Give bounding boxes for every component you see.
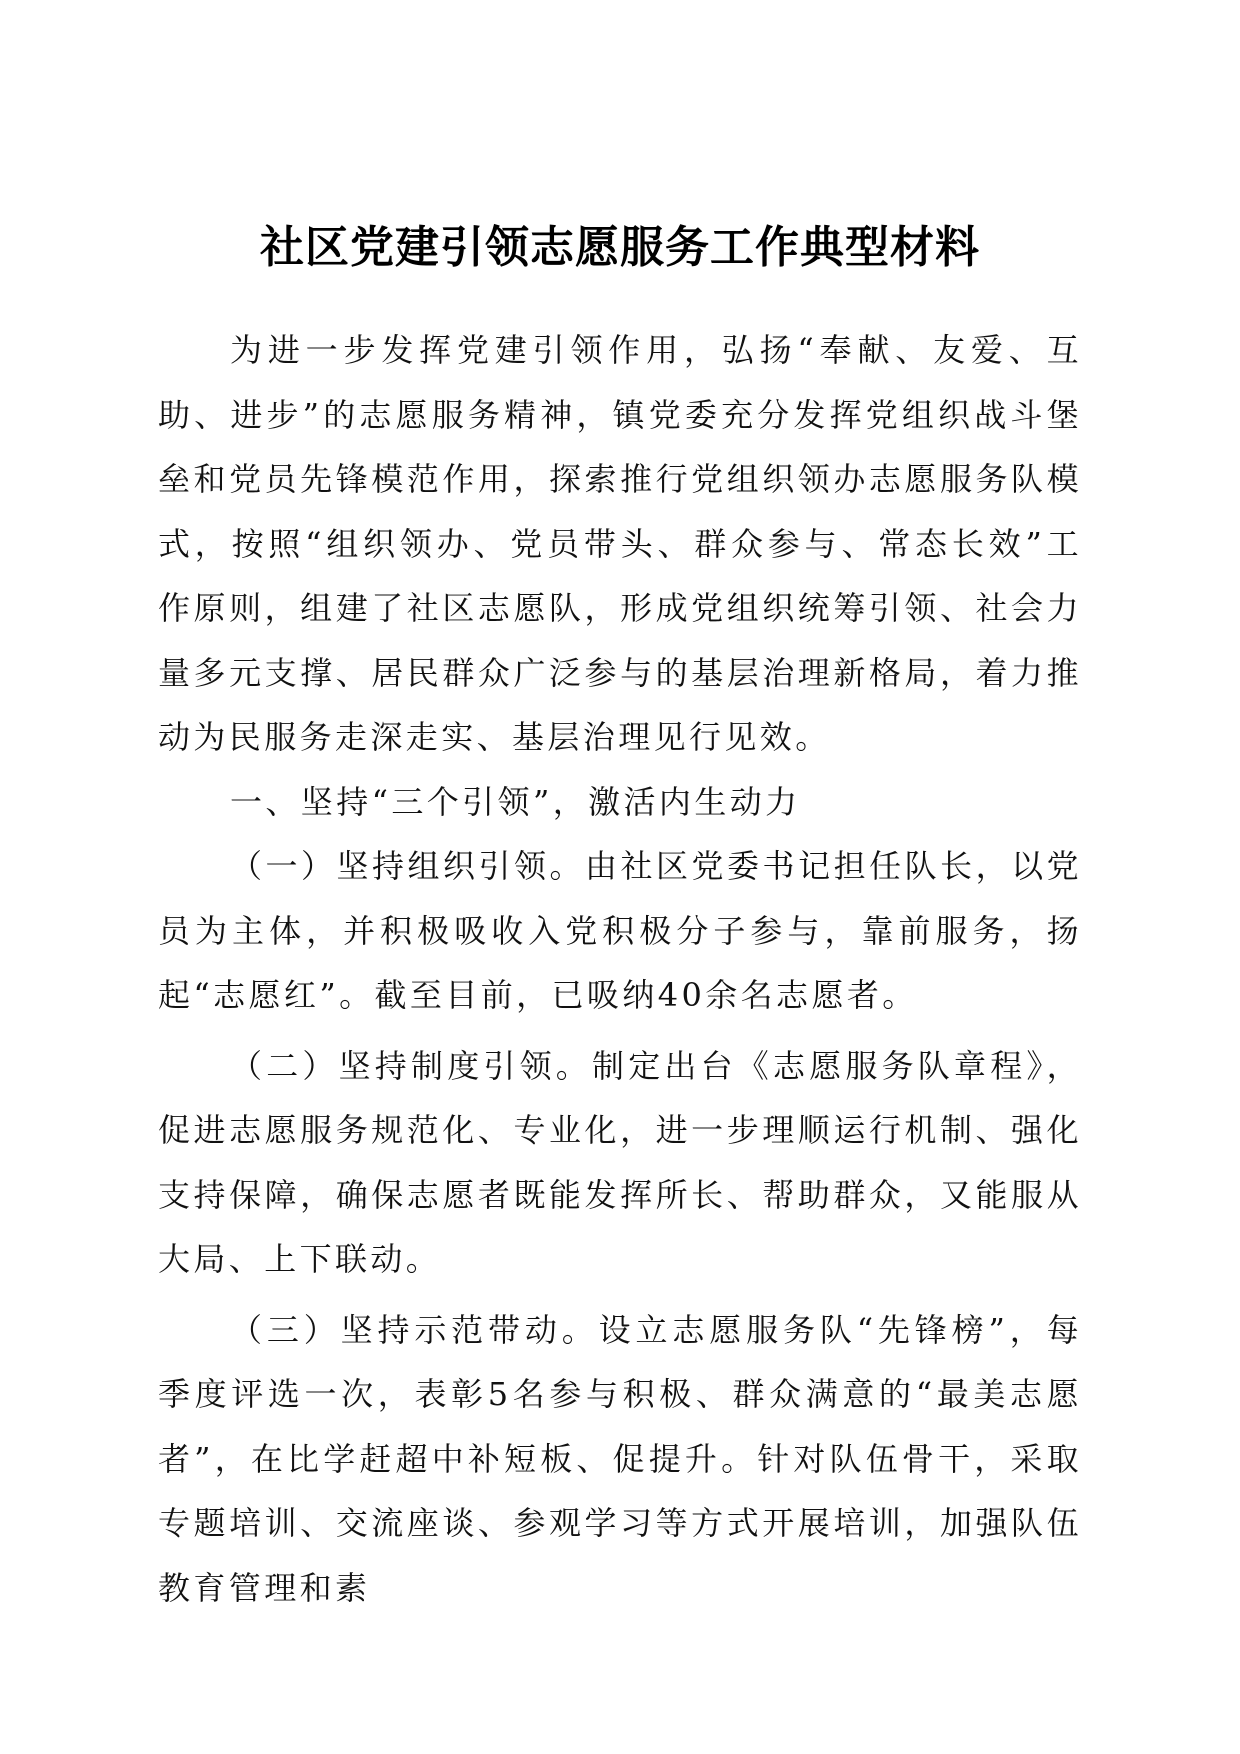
document-title: 社区党建引领志愿服务工作典型材料	[260, 222, 980, 273]
document-body	[158, 318, 1082, 1620]
subsection-paragraph-2: （二）坚持制度引领。制定出台《志愿服务队章程》，促进志愿服务规范化、专业化，进一步理顺运行机制、强化支持保障，确保志愿者既能发挥所长、帮助群众，又能服从大局、上下联动。	[158, 1046, 1082, 1278]
subsection-paragraph-3: （三）坚持示范带动。设立志愿服务队“先锋榜”，每季度评选一次，表彰5名参与积极、群众满意的“最美志愿者”，在比学赶超中补短板、促提升。针对队伍骨干，采取专题培训、交流座谈、参观学习等方式开展培训，加强队伍教育管理和素	[158, 1310, 1082, 1607]
section-heading-1: 一、坚持“三个引领”，激活内生动力	[230, 782, 801, 821]
intro-paragraph: 为进一步发挥党建引领作用，弘扬“奉献、友爱、互助、进步”的志愿服务精神，镇党委充分发挥党组织战斗堡垒和党员先锋模范作用，探索推行党组织领办志愿服务队模式，按照“组织领办、党员带头、群众参与、常态长效”工作原则，组建了社区志愿队，形成党组织统筹引领、社会力量多元支撑、居民群众广泛参与的基层治理新格局，着力推动为民服务走深走实、基层治理见行见效。	[158, 331, 1082, 756]
subsection-paragraph-1: （一）坚持组织引领。由社区党委书记担任队长，以党员为主体，并积极吸收入党积极分子参与，靠前服务，扬起“志愿红”。截至目前，已吸纳40余名志愿者。	[158, 847, 1082, 1014]
